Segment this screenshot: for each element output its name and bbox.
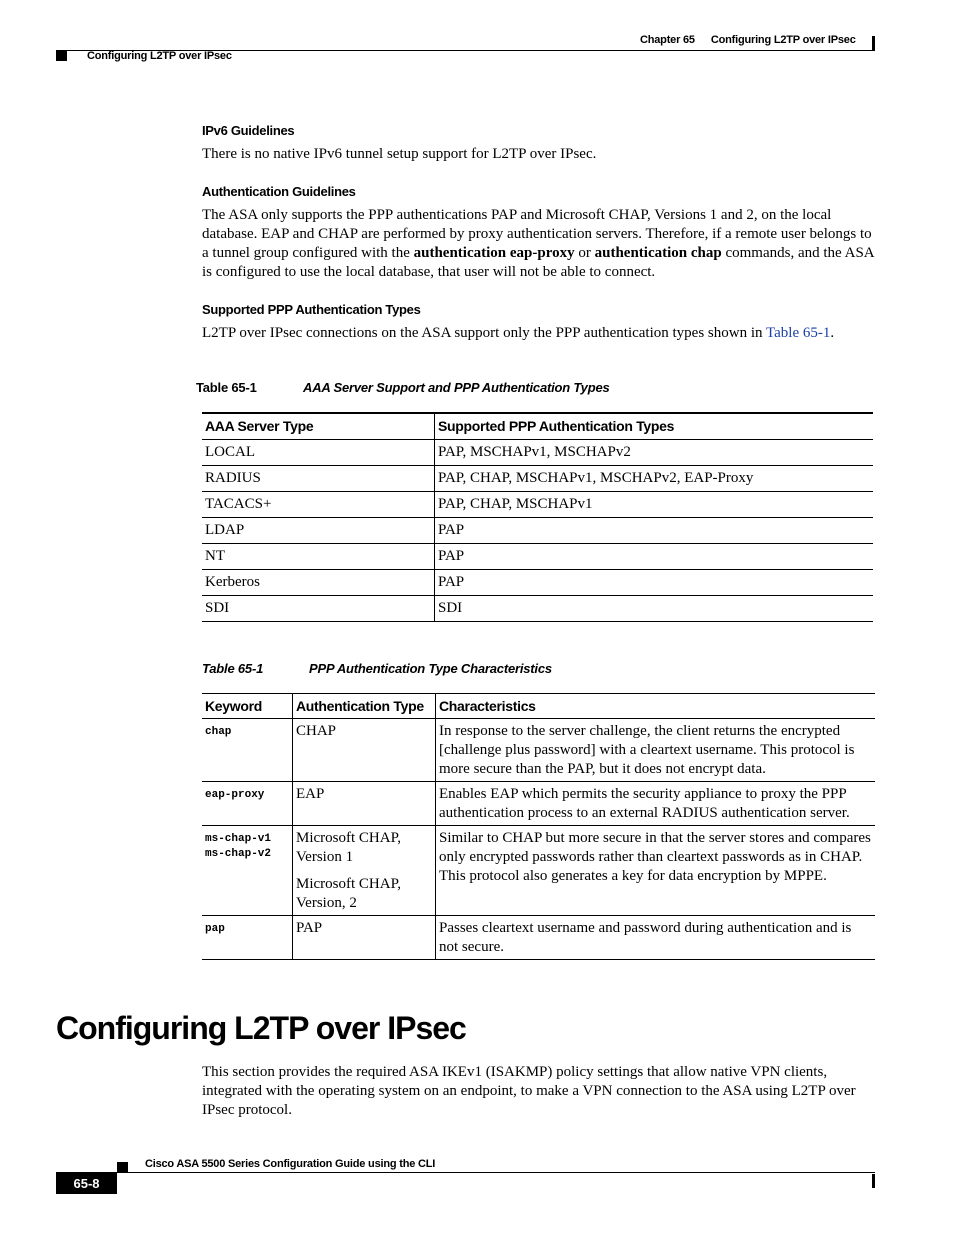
table-row — [202, 782, 875, 826]
auth-types: PAP, CHAP, MSCHAPv1 — [435, 492, 874, 518]
server-type: SDI — [202, 596, 435, 622]
characteristics: Enables EAP which permits the security appliance to proxy the PPP authentication process to an external RADIUS authentication server. — [436, 782, 876, 826]
keyword-cell — [202, 782, 293, 826]
section-header: Configuring L2TP over IPsec — [87, 50, 232, 62]
keyword: eap-proxy — [205, 789, 265, 801]
server-type: RADIUS — [202, 466, 435, 492]
keyword-cell — [202, 719, 293, 782]
footer-rule — [56, 1172, 875, 1173]
col-supported-types: Supported PPP Authentication Types — [435, 413, 874, 440]
table-row — [202, 544, 873, 570]
keyword-cell — [202, 916, 293, 960]
auth-type: PAP — [293, 916, 436, 960]
header-bar — [872, 36, 875, 50]
auth-types: PAP — [435, 570, 874, 596]
supported-text: L2TP over IPsec connections on the ASA support only the PPP authentication types shown in Table 65-1. — [202, 325, 835, 341]
col-aaa-server-type: AAA Server Type — [202, 413, 435, 440]
auth-type: Microsoft CHAP, Version, 2 — [296, 876, 402, 911]
table1-caption — [196, 380, 610, 395]
keyword: pap — [205, 923, 225, 935]
server-type: LDAP — [202, 518, 435, 544]
table1-number: Table 65-1 — [196, 380, 257, 395]
table-row — [202, 916, 875, 960]
server-type: LOCAL — [202, 440, 435, 466]
running-header — [640, 34, 856, 46]
section-heading: Configuring L2TP over IPsec — [56, 1010, 466, 1046]
section-text: This section provides the required ASA IKEv1 (ISAKMP) policy settings that allow native VPN clients, integrated with the operating system on an endpoint, to make a VPN connection to the ASA using L2TP over IPsec protocol. — [202, 1064, 856, 1118]
chapter-label: Chapter 65 — [640, 34, 695, 46]
keyword: chap — [205, 726, 232, 738]
table-row — [202, 596, 873, 622]
col-auth-type: Authentication Type — [293, 694, 436, 719]
ipv6-heading: IPv6 Guidelines — [202, 123, 295, 138]
server-type: NT — [202, 544, 435, 570]
auth-types: PAP — [435, 544, 874, 570]
auth-heading: Authentication Guidelines — [202, 184, 356, 199]
auth-types: SDI — [435, 596, 874, 622]
table2-caption — [202, 661, 552, 676]
page-number: 65-8 — [56, 1173, 117, 1194]
footer-bar — [872, 1174, 875, 1188]
keyword-cell — [202, 826, 293, 916]
table-row — [202, 518, 873, 544]
ipv6-text: There is no native IPv6 tunnel setup support for L2TP over IPsec. — [202, 146, 597, 162]
header-marker — [56, 50, 67, 61]
auth-types: PAP, CHAP, MSCHAPv1, MSCHAPv2, EAP-Proxy — [435, 466, 874, 492]
keyword: ms-chap-v1 — [205, 833, 272, 845]
auth-types: PAP — [435, 518, 874, 544]
table-header-row — [202, 413, 873, 440]
table-row — [202, 466, 873, 492]
characteristics: Similar to CHAP but more secure in that the server stores and compares only encrypted passwords rather than cleartext passwords as in CHAP. This protocol also generates a key for data encryption by MPPE. — [436, 826, 876, 916]
auth-type: CHAP — [293, 719, 436, 782]
cmd-eap-proxy: authentication eap-proxy — [413, 245, 575, 261]
table-row — [202, 570, 873, 596]
ppp-characteristics-table — [202, 693, 875, 960]
col-keyword: Keyword — [202, 694, 293, 719]
cmd-chap: authentication chap — [594, 245, 722, 261]
auth-type-cell — [293, 826, 436, 916]
characteristics: Passes cleartext username and password during authentication and is not secure. — [436, 916, 876, 960]
table-row — [202, 719, 875, 782]
server-type: TACACS+ — [202, 492, 435, 518]
server-type: Kerberos — [202, 570, 435, 596]
table-row — [202, 826, 875, 916]
table-header-row — [202, 694, 875, 719]
auth-type: EAP — [293, 782, 436, 826]
table-row — [202, 440, 873, 466]
table-row — [202, 492, 873, 518]
table1-title: AAA Server Support and PPP Authentication Types — [303, 380, 610, 395]
keyword: ms-chap-v2 — [205, 848, 272, 860]
supported-heading: Supported PPP Authentication Types — [202, 302, 421, 317]
chapter-title: Configuring L2TP over IPsec — [710, 34, 856, 46]
col-characteristics: Characteristics — [436, 694, 876, 719]
table2-number: Table 65-1 — [202, 661, 264, 676]
aaa-server-table — [202, 412, 873, 622]
footer-doc-title: Cisco ASA 5500 Series Configuration Guide using the CLI — [145, 1158, 436, 1170]
table2-title: PPP Authentication Type Characteristics — [309, 661, 552, 676]
auth-type: Microsoft CHAP, Version 1 — [296, 830, 402, 865]
table-link[interactable]: Table 65-1 — [766, 325, 831, 341]
auth-text: The ASA only supports the PPP authentications PAP and Microsoft CHAP, Versions 1 and 2, on the local database. EAP and CHAP are performed by proxy authentication servers. Therefore, if a remote user belongs to a tunnel group configured with the authentication eap-proxy or authentication chap commands, and the ASA is configured to use the local database, that user will not be able to connect. — [202, 207, 874, 280]
auth-types: PAP, MSCHAPv1, MSCHAPv2 — [435, 440, 874, 466]
characteristics: In response to the server challenge, the client returns the encrypted [challenge plus password] with a cleartext username. This protocol is more secure than the PAP, but it does not encrypt data. — [436, 719, 876, 782]
